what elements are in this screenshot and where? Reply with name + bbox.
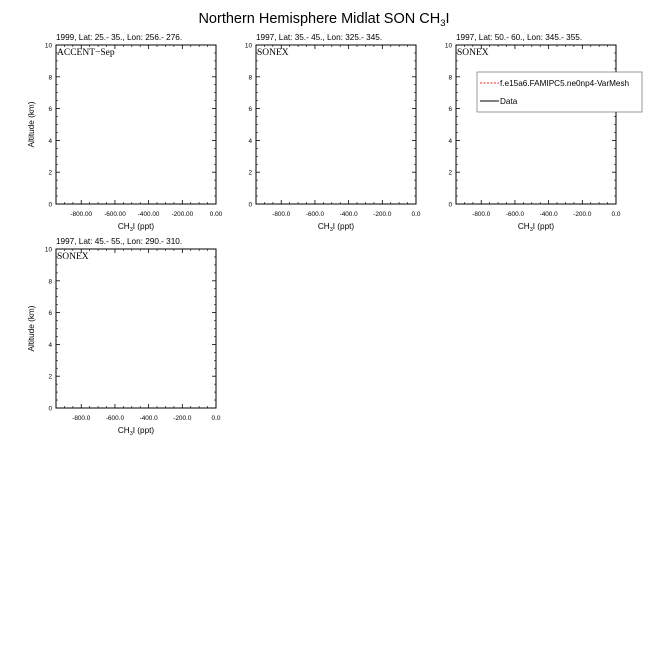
x-tick-label: 0.00	[209, 211, 223, 218]
y-tick-label: 0	[48, 405, 52, 413]
panel-subtitle: 1997, Lat: 45.- 55., Lon: 290.- 310.	[56, 237, 183, 246]
y-tick-label: 0	[448, 201, 452, 209]
legend	[477, 72, 642, 112]
y-tick-label: 6	[248, 106, 252, 114]
panel-subtitle: 1999, Lat: 25.- 35., Lon: 256.- 276.	[56, 33, 183, 42]
x-tick-label: -400.0	[339, 211, 358, 218]
y-tick-label: 6	[48, 106, 52, 114]
y-tick-label: 4	[48, 341, 52, 349]
campaign-label: SONEX	[257, 48, 289, 58]
y-tick-label: 6	[48, 310, 52, 318]
y-tick-label: 10	[44, 246, 52, 254]
plot-frame	[256, 45, 416, 204]
legend-box	[477, 72, 642, 112]
plot-frame	[456, 45, 616, 204]
x-tick-label: -200.0	[173, 415, 192, 422]
x-axis-label: $CH_3I$ (ppt)	[517, 222, 555, 233]
y-tick-label: 6	[448, 106, 452, 114]
y-tick-label: 2	[48, 169, 52, 177]
y-tick-label: 4	[48, 137, 52, 145]
y-tick-label: 2	[248, 169, 252, 177]
x-tick-label: -800.00	[70, 211, 93, 218]
x-tick-label: -200.00	[171, 211, 194, 218]
y-tick-label: 2	[48, 373, 52, 381]
y-tick-label: 0	[248, 201, 252, 209]
y-tick-label: 10	[444, 42, 452, 50]
panel-1	[27, 33, 223, 233]
y-tick-label: 10	[244, 42, 252, 50]
campaign-label: SONEX	[57, 252, 89, 262]
x-tick-label: -800.0	[72, 415, 91, 422]
panel-subtitle: 1997, Lat: 35.- 45., Lon: 325.- 345.	[256, 33, 383, 42]
figure-title: Northern Hemisphere Midlat SON $CH_3I$	[198, 11, 450, 29]
x-tick-label: -400.0	[539, 211, 558, 218]
y-tick-label: 8	[48, 278, 52, 286]
x-axis-label: $CH_3I$ (ppt)	[117, 222, 155, 233]
x-tick-label: -600.0	[305, 211, 325, 218]
y-tick-label: 4	[248, 137, 252, 145]
campaign-label: SONEX	[457, 48, 489, 58]
panel-2	[245, 33, 421, 233]
x-tick-label: -200.0	[573, 211, 592, 218]
y-axis-label: Altitude (km)	[27, 101, 36, 148]
x-tick-label: -400.00	[137, 211, 160, 218]
panel-subtitle: 1997, Lat: 50.- 60., Lon: 345.- 355.	[456, 33, 583, 42]
x-tick-label: 0.0	[211, 415, 221, 422]
x-axis-label: $CH_3I$ (ppt)	[117, 426, 155, 437]
y-tick-label: 4	[448, 137, 452, 145]
x-tick-label: -800.0	[472, 211, 491, 218]
y-tick-label: 2	[448, 169, 452, 177]
x-tick-label: -600.0	[505, 211, 525, 218]
x-tick-label: -800.0	[272, 211, 291, 218]
x-tick-label: -600.0	[105, 415, 125, 422]
x-tick-label: -600.00	[104, 211, 126, 218]
legend-entry: Data	[500, 97, 518, 106]
y-tick-label: 8	[248, 74, 252, 82]
y-tick-label: 8	[448, 74, 452, 82]
y-tick-label: 10	[44, 42, 52, 50]
x-tick-label: -400.0	[139, 415, 158, 422]
y-tick-label: 0	[48, 201, 52, 209]
panel-3	[445, 33, 642, 233]
x-tick-label: -200.0	[373, 211, 392, 218]
y-tick-label: 8	[48, 74, 52, 82]
x-tick-label: 0.0	[611, 211, 621, 218]
plot-frame	[56, 249, 216, 408]
x-axis-label: $CH_3I$ (ppt)	[317, 222, 355, 233]
plot-frame	[56, 45, 216, 204]
y-axis-label: Altitude (km)	[27, 305, 36, 352]
panel-4	[27, 237, 221, 437]
campaign-label: ACCENT−Sep	[57, 48, 115, 58]
legend-entry: f.e15a6.FAMIPC5.ne0np4-VarMesh	[500, 79, 630, 88]
x-tick-label: 0.0	[411, 211, 421, 218]
